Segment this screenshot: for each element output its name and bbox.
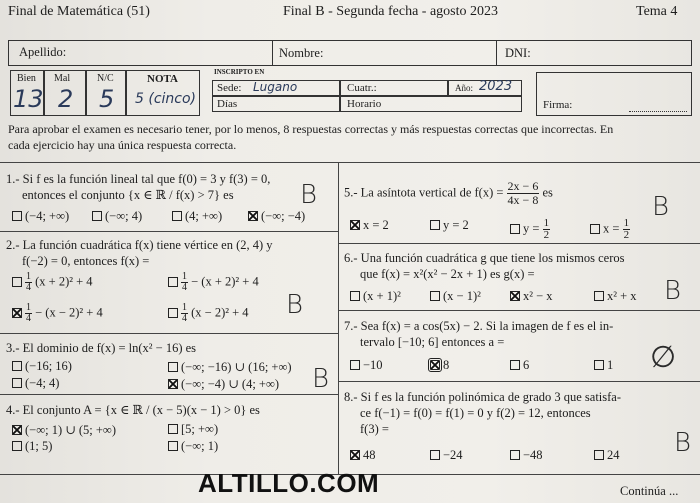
q2-option-b[interactable]: $\frac{1}{4}$ − (x + 2)² + 4	[168, 272, 259, 293]
anio-label: Año:	[455, 83, 473, 93]
q6-stem-line-2: que f(x) = x²(x² − 2x + 1) es g(x) =	[360, 267, 535, 281]
q5-stem: 5.- La asíntota vertical de f(x) = $\frac{2x - 6}{4x - 8}$ es	[344, 179, 553, 207]
q5-option-b[interactable]: y = 2	[430, 218, 469, 233]
checkbox[interactable]	[12, 211, 22, 221]
horario-field[interactable]	[340, 96, 522, 112]
dni-field[interactable]	[496, 40, 692, 66]
separator-q1-q2	[0, 231, 338, 232]
checkbox[interactable]	[594, 450, 604, 460]
firma-field[interactable]	[536, 72, 692, 116]
q7-stem-line-2: tervalo [−10; 6] entonces a =	[360, 335, 505, 349]
checkbox[interactable]	[510, 450, 520, 460]
q7-option-c[interactable]: 6	[510, 358, 529, 373]
sede-label: Sede:	[217, 82, 242, 94]
checkbox[interactable]	[12, 378, 22, 388]
anio-field[interactable]	[448, 80, 522, 96]
q2-option-a[interactable]: $\frac{1}{4}$ (x + 2)² + 4	[12, 272, 93, 293]
checked-checkbox[interactable]	[350, 220, 360, 230]
q3-option-c[interactable]: (−4; 4)	[12, 376, 59, 391]
q8-option-b[interactable]: −24	[430, 448, 463, 463]
checkbox[interactable]	[594, 360, 604, 370]
q5-option-d[interactable]: x = $\frac{1}{2}$	[590, 218, 630, 241]
q8-option-a[interactable]: 48	[350, 448, 376, 463]
cuatr-label: Cuatr.:	[347, 82, 377, 94]
instructions-line-2: cada ejercicio hay una única respuesta correcta.	[8, 138, 237, 152]
checkbox[interactable]	[168, 441, 178, 451]
checked-checkbox[interactable]	[12, 425, 22, 435]
separator-q3-q4	[0, 394, 338, 395]
q5-option-a[interactable]: x = 2	[350, 218, 389, 233]
checkbox[interactable]	[510, 224, 520, 234]
q4-option-a[interactable]: (−∞; 1) ∪ (5; +∞)	[12, 422, 116, 438]
nc-cell	[86, 70, 126, 116]
q1-stem-line-1: 1.- Si f es la función lineal tal que f(0) = 3 y f(3) = 0,	[6, 172, 271, 186]
apellido-label: Apellido:	[19, 45, 67, 59]
instructions-line-1: Para aprobar el examen es necesario tener, por lo menos, 8 respuestas correctas y más respuestas correctas que incorrectas. En	[8, 122, 614, 136]
nota-label: NOTA	[147, 73, 178, 85]
separator-q7-q8	[338, 381, 700, 382]
checkbox[interactable]	[510, 360, 520, 370]
q6-stem-line-1: 6.- Una función cuadrática g que tiene los mismos ceros	[344, 251, 625, 265]
q5-option-c[interactable]: y = $\frac{1}{2}$	[510, 218, 550, 241]
checkbox[interactable]	[590, 224, 600, 234]
q7-option-a[interactable]: −10	[350, 358, 383, 373]
checkbox[interactable]	[430, 450, 440, 460]
checked-checkbox[interactable]	[430, 360, 440, 370]
checkbox[interactable]	[430, 291, 440, 301]
apellido-field[interactable]	[8, 40, 273, 66]
q7-option-d[interactable]: 1	[594, 358, 613, 373]
q1-option-c[interactable]: (4; +∞)	[172, 209, 222, 224]
q5-fraction: $\frac{2x - 6}{4x - 8}$	[507, 179, 539, 207]
q6-option-b[interactable]: (x − 1)²	[430, 289, 481, 304]
checkbox[interactable]	[168, 362, 178, 372]
q3-grade-mark: B	[312, 364, 330, 394]
q7-stem-line-1: 7.- Sea f(x) = a cos(5x) − 2. Si la imagen de f es el in-	[344, 319, 614, 333]
bien-cell	[10, 70, 44, 116]
q2-stem-line-2: f(−2) = 0, entonces f(x) =	[22, 254, 150, 268]
checkbox[interactable]	[350, 291, 360, 301]
q8-stem-line-2: ce f(−1) = f(0) = f(1) = 0 y f(2) = 12, entonces	[360, 406, 591, 420]
bien-value: 13	[13, 85, 44, 113]
checked-checkbox[interactable]	[350, 450, 360, 460]
separator-q6-q7	[338, 310, 700, 311]
bien-label: Bien	[17, 73, 36, 84]
firma-line	[629, 111, 687, 112]
column-divider	[338, 162, 339, 474]
q8-option-d[interactable]: 24	[594, 448, 620, 463]
q8-grade-mark: B	[674, 428, 692, 458]
separator-top	[0, 162, 700, 163]
separator-q2-q3	[0, 333, 338, 334]
q4-stem: 4.- El conjunto A = {x ∈ ℝ / (x − 5)(x − 1) > 0} es	[6, 403, 260, 417]
course-title: Final de Matemática (51)	[8, 4, 150, 19]
q2-option-d[interactable]: $\frac{1}{4}$ (x − 2)² + 4	[168, 303, 249, 324]
checked-checkbox[interactable]	[12, 308, 22, 318]
cuatr-field[interactable]	[340, 80, 448, 96]
q7-grade-mark: ∅	[650, 340, 677, 375]
checked-checkbox[interactable]	[168, 379, 178, 389]
q6-option-c[interactable]: x² − x	[510, 289, 553, 304]
q3-option-d[interactable]: (−∞; −4) ∪ (4; +∞)	[168, 376, 279, 392]
q1-grade-mark: B	[300, 180, 318, 210]
watermark-text: ALTILLO.COM	[198, 468, 380, 498]
q1-option-d[interactable]: (−∞; −4)	[248, 209, 305, 224]
dias-label: Días	[217, 98, 238, 110]
mal-cell	[44, 70, 86, 116]
q2-option-c[interactable]: $\frac{1}{4}$ − (x − 2)² + 4	[12, 303, 103, 324]
checkbox[interactable]	[92, 211, 102, 221]
q2-grade-mark: B	[286, 290, 304, 320]
anio-value: 2023	[479, 79, 513, 94]
q6-option-d[interactable]: x² + x	[594, 289, 637, 304]
nombre-label: Nombre:	[279, 46, 324, 60]
sede-field[interactable]	[212, 80, 340, 96]
checkbox[interactable]	[168, 424, 178, 434]
q4-option-c[interactable]: (1; 5)	[12, 439, 52, 454]
inscripto-label: INSCRIPTO EN	[214, 68, 265, 76]
q6-grade-mark: B	[664, 276, 682, 306]
checkbox[interactable]	[168, 308, 178, 318]
checkbox[interactable]	[12, 441, 22, 451]
checked-checkbox[interactable]	[510, 291, 520, 301]
checkbox[interactable]	[430, 220, 440, 230]
nota-cell	[126, 70, 200, 116]
dias-field[interactable]	[212, 96, 340, 112]
sede-value: Lugano	[253, 80, 298, 94]
tema-label: Tema 4	[636, 4, 678, 19]
checkbox[interactable]	[12, 277, 22, 287]
q8-stem-line-1: 8.- Si f es la función polinómica de grado 3 que satisfa-	[344, 390, 622, 404]
nombre-field[interactable]	[272, 40, 497, 66]
q4-option-d[interactable]: (−∞; 1)	[168, 439, 218, 454]
mal-value: 2	[58, 85, 74, 113]
q6-option-a[interactable]: (x + 1)²	[350, 289, 401, 304]
q8-option-c[interactable]: −48	[510, 448, 543, 463]
dni-label: DNI:	[505, 46, 531, 60]
continua-footer: Continúa ...	[620, 484, 679, 498]
q8-stem-line-3: f(3) =	[360, 422, 389, 436]
checked-checkbox[interactable]	[248, 211, 258, 221]
firma-label: Firma:	[543, 99, 573, 111]
nc-value: 5	[99, 85, 115, 113]
q3-option-a[interactable]: (−16; 16)	[12, 359, 72, 374]
horario-label: Horario	[347, 98, 382, 110]
nc-label: N/C	[97, 73, 114, 84]
q1-stem-line-2: entonces el conjunto {x ∈ ℝ / f(x) > 7} es	[22, 188, 234, 202]
q2-stem-line-1: 2.- La función cuadrática f(x) tiene vértice en (2, 4) y	[6, 238, 273, 252]
q1-option-a[interactable]: (−4; +∞)	[12, 209, 69, 224]
q4-option-b[interactable]: [5; +∞)	[168, 422, 218, 437]
checkbox[interactable]	[12, 361, 22, 371]
mal-label: Mal	[54, 73, 71, 84]
q5-grade-mark: B	[652, 192, 670, 222]
q1-option-b[interactable]: (−∞; 4)	[92, 209, 142, 224]
nota-value: 5 (cinco)	[135, 91, 197, 107]
q3-option-b[interactable]: (−∞; −16) ∪ (16; +∞)	[168, 359, 292, 375]
checkbox[interactable]	[350, 360, 360, 370]
checkbox[interactable]	[172, 211, 182, 221]
q3-stem: 3.- El dominio de f(x) = ln(x² − 16) es	[6, 341, 197, 355]
exam-title: Final B - Segunda fecha - agosto 2023	[283, 4, 499, 19]
separator-q5-q6	[338, 243, 700, 244]
checkbox[interactable]	[168, 277, 178, 287]
q7-option-b[interactable]: 8	[430, 358, 449, 373]
checkbox[interactable]	[594, 291, 604, 301]
